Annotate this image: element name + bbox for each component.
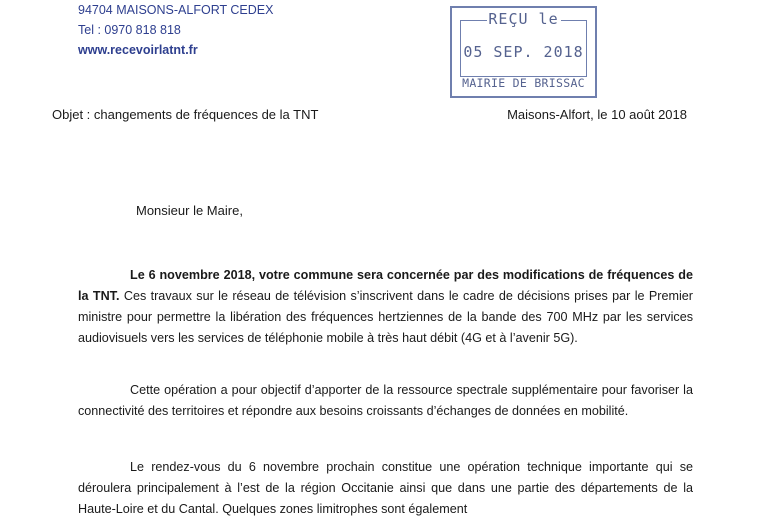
letter-place-date: Maisons-Alfort, le 10 août 2018 xyxy=(507,107,687,122)
paragraph-3 xyxy=(78,457,693,520)
paragraph-1-text: Ces travaux sur le réseau de télévision s’inscrivent dans le cadre de décisions prises par le Premier ministre pour permettre la libération des fréquences hertziennes de la bande des 700 MHz par les services audiovisuels vers les services de téléphonie mobile à très haut débit (4G et à l’avenir 5G). xyxy=(78,289,693,345)
stamp-date-box xyxy=(460,10,587,77)
paragraph-1-bold: Le 6 novembre 2018, votre commune sera concernée par des modifications de fréquences de la TNT. xyxy=(78,268,693,303)
stamp-received-label: REÇU le xyxy=(488,10,559,28)
paragraph-3-text: Le rendez-vous du 6 novembre prochain constitue une opération technique importante qui se déroulera principalement à l’est de la région Occitanie ainsi que dans une partie des départements de la Haute-Loire et du Cantal. Quelques zones limitrophes sont également xyxy=(78,460,693,516)
sender-phone: Tel : 0970 818 818 xyxy=(78,23,181,37)
paragraph-1 xyxy=(78,265,693,349)
paragraph-2-text: Cette opération a pour objectif d’apporter de la ressource spectrale supplémentaire pour favoriser la connectivité des territoires et répondre aux besoins croissants d’échanges de données en mobilité. xyxy=(78,383,693,418)
stamp-mairie: MAIRIE DE BRISSAC xyxy=(462,76,585,90)
letter-object: Objet : changements de fréquences de la TNT xyxy=(52,107,319,122)
sender-block xyxy=(78,0,273,60)
sender-website: www.recevoirlatnt.fr xyxy=(78,43,198,57)
sender-address: 94704 MAISONS-ALFORT CEDEX xyxy=(78,3,274,17)
letter-salutation: Monsieur le Maire, xyxy=(136,203,243,218)
paragraph-2 xyxy=(78,380,693,422)
stamp-date: 05 SEP. 2018 xyxy=(463,43,584,61)
received-stamp xyxy=(450,6,597,98)
